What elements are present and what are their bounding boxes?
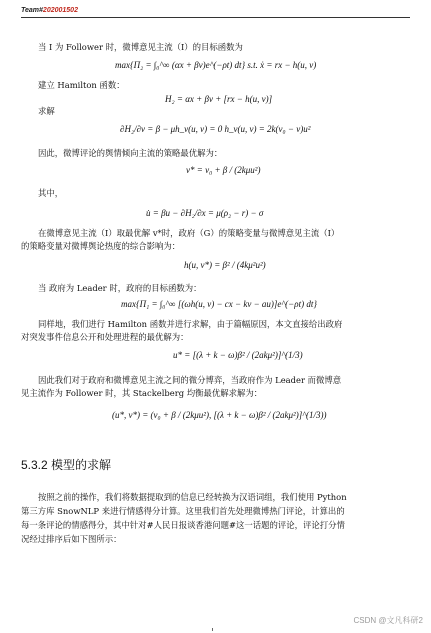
equation-3: ∂H₂/∂v = β − μh_v(u, v) = 0 h_v(u, v) = 2k(v₀ − v)u² [120,124,311,134]
text-line-7: 的策略变量对微博舆论热度的综合影响为： [21,241,181,251]
equation-5: u̇ = βu − ∂H₂/∂x = μ(ρ₂ − r) − σ [146,208,264,218]
equation-7: max{Π₁ = ∫₀^∞ [(ωh(u, v) − cx − kv − au)]e^(−ρt) dt} [121,299,317,309]
page-footer-mark [212,628,213,631]
equation-1: max{Π₂ = ∫₀^∞ (αx + βv)e^(−ρt) dt} s.t. ẋ = rx − h(u, v) [115,60,317,70]
header-team-number: 202001502 [42,7,78,14]
text-line-11: 因此我们对于政府和微博意见主流之间的微分博弈，当政府作为 Leader 而微博意 [38,375,342,385]
header-team-label: Team# [21,7,43,14]
text-line-8: 当 政府为 Leader 时，政府的目标函数为： [38,283,202,293]
text-line-4: 因此，微博评论的舆情倾向主流的策略最优解为： [38,148,223,158]
section-title: 5.3.2 模型的求解 [21,458,112,472]
equation-4: v* = v₀ + β / (2kμu²) [186,165,261,175]
text-line-12: 见主流作为 Follower 时，其 Stackelberg 均衡最优解求解为： [21,388,263,398]
page-header [21,7,78,14]
equation-2: H₂ = αx + βv + [rx − h(u, v)] [165,94,273,104]
text-line-9: 同样地，我们进行 Hamilton 函数并进行求解，由于篇幅原因，本文直接给出政府 [38,319,343,329]
equation-9: (u*, v*) = (v₀ + β / (2kμu²), [(λ + k − ω)β² / (2akμ²)]^(1/3)) [112,410,327,420]
text-line-13: 按照之前的操作，我们将数据提取到的信息已经转换为汉语词组，我们使用 Python [38,492,347,502]
text-line-5: 其中， [38,188,64,198]
text-line-14: 第三方库 SnowNLP 来进行情感得分计算。这里我们首先处理微博热门评论，计算出的 [21,506,345,516]
csdn-watermark: CSDN @文凡科研2 [353,616,423,625]
text-line-3: 求解 [38,106,55,116]
text-line-15: 每一条评论的情感得分，其中针对#人民日报谈香港问题#这一话题的评论，评论打分情 [21,520,345,530]
equation-6: h(u, v*) = β² / (4kμ²u²) [184,260,266,270]
text-line-1: 当 I 为 Follower 时，微博意见主流（I）的目标函数为 [38,42,243,52]
text-line-16: 况经过排序后如下图所示： [21,534,122,544]
text-line-10: 对突发事件信息公开和处理进程的最优解为： [21,332,189,342]
text-line-2: 建立 Hamilton 函数： [38,80,125,90]
header-rule [21,17,410,18]
equation-8: u* = [(λ + k − ω)β² / (2akμ²)]^(1/3) [173,350,303,360]
text-line-6: 在微博意见主流（I）取最优解 v*时，政府（G）的策略变量与微博意见主流（I） [38,228,340,238]
